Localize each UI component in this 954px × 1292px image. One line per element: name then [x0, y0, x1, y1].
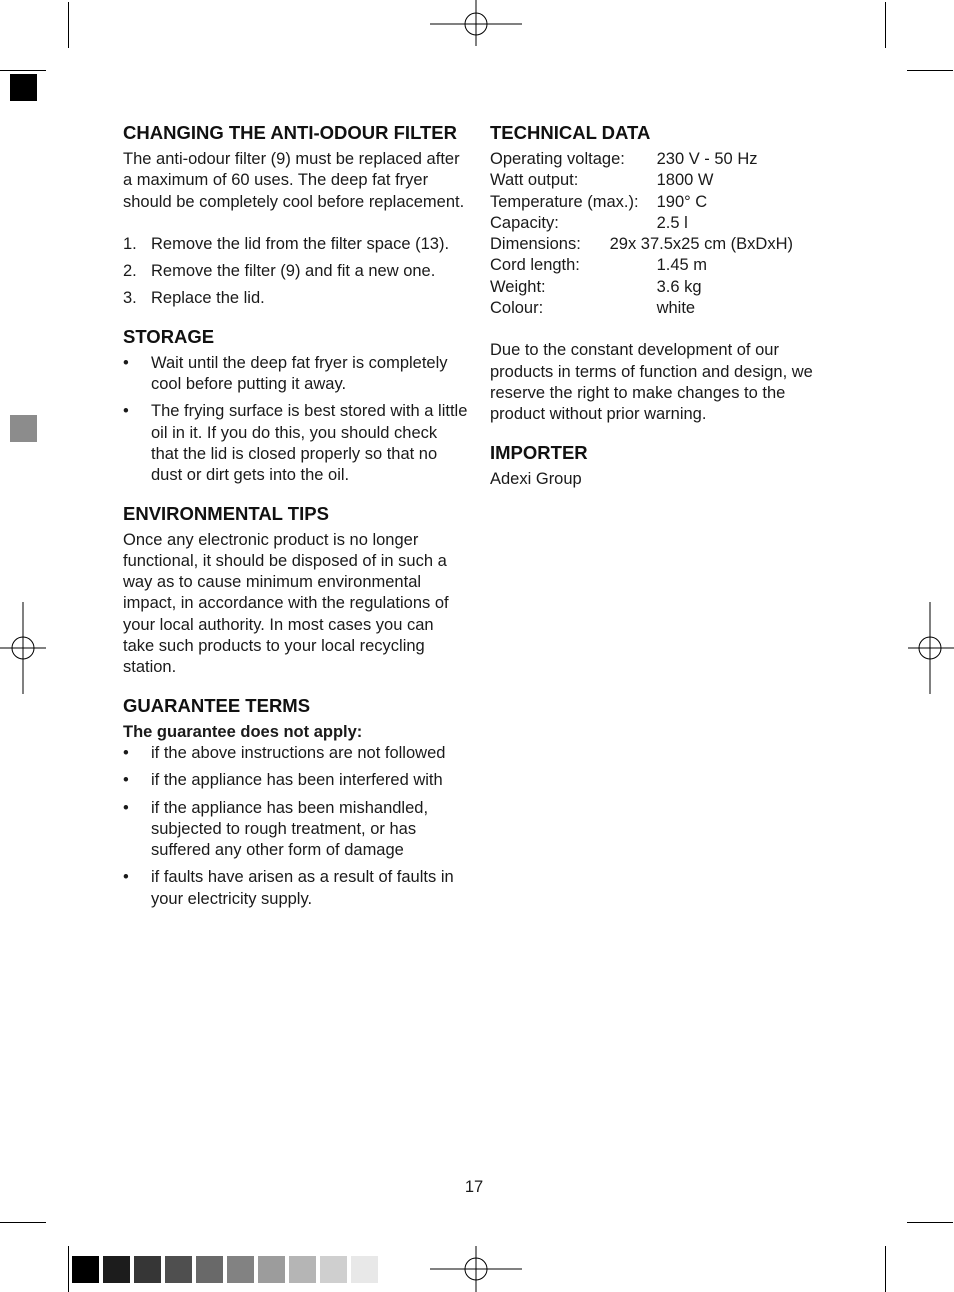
- right-column: [490, 121, 840, 505]
- guarantee-list: [123, 743, 468, 910]
- swatch: [165, 1256, 192, 1283]
- list-item: 1. Remove the lid from the filter space (13).: [123, 234, 450, 253]
- crop-mark-bottom-left-v: [68, 1246, 69, 1292]
- filter-intro: The anti-odour filter (9) must be replaced after a maximum of 60 uses. The deep fat fryer should be completely cool before replacement.: [123, 150, 465, 211]
- table-row: Cord length: 1.45 m: [490, 256, 708, 275]
- swatch: [320, 1256, 347, 1283]
- table-row: Temperature (max.): 190° C: [490, 192, 708, 211]
- swatch: [196, 1256, 223, 1283]
- importer-section: [490, 441, 840, 490]
- crop-mark-top-left-h: [0, 70, 46, 71]
- importer-name: Adexi Group: [490, 469, 582, 488]
- side-color-block-black: [10, 74, 37, 101]
- filter-steps-list: [123, 234, 468, 310]
- technical-section: [490, 121, 840, 426]
- filter-heading: CHANGING THE ANTI-ODOUR FILTER: [123, 122, 458, 143]
- list-item: • if the appliance has been mishandled, subjected to rough treatment, or has suffered any other form of damage: [123, 798, 429, 860]
- crop-mark-top-right-v: [885, 2, 886, 48]
- technical-heading: TECHNICAL DATA: [490, 122, 651, 143]
- crop-mark-bottom-right-v: [885, 1246, 886, 1292]
- table-row: Weight: 3.6 kg: [490, 277, 702, 296]
- table-row: Dimensions: 29x 37.5x25 cm (BxDxH): [490, 235, 793, 254]
- swatch: [258, 1256, 285, 1283]
- guarantee-subtitle: The guarantee does not apply:: [123, 722, 363, 741]
- swatch: [134, 1256, 161, 1283]
- guarantee-section: [123, 694, 468, 910]
- importer-heading: IMPORTER: [490, 441, 588, 463]
- grayscale-swatch-strip: [72, 1256, 382, 1283]
- storage-section: [123, 325, 468, 487]
- table-row: Colour: white: [490, 299, 696, 318]
- table-row: Operating voltage: 230 V - 50 Hz: [490, 150, 758, 168]
- swatch: [72, 1256, 99, 1283]
- environment-text: Once any electronic product is no longer functional, it should be disposed of in such a way as to cause minimum environmental impact, in accordance with the regulations of your local authority. In most cases you can take such products to your local recycling station.: [123, 530, 449, 677]
- side-color-block-gray: [10, 415, 37, 442]
- swatch: [351, 1256, 378, 1283]
- list-item: 2. Remove the filter (9) and fit a new one.: [123, 262, 436, 281]
- storage-heading: STORAGE: [123, 325, 215, 347]
- left-column: [123, 121, 468, 925]
- list-item: • if the above instructions are not followed: [123, 743, 446, 762]
- crop-mark-top-right-h: [907, 70, 953, 71]
- guarantee-heading: GUARANTEE TERMS: [123, 694, 311, 716]
- registration-mark-right-icon: [906, 600, 954, 696]
- storage-list: [123, 353, 468, 487]
- registration-mark-bottom-icon: [428, 1246, 524, 1292]
- environment-heading: ENVIRONMENTAL TIPS: [123, 502, 329, 524]
- table-row: Capacity: 2.5 l: [490, 213, 688, 232]
- registration-mark-left-icon: [0, 600, 48, 696]
- crop-mark-bottom-left-h: [0, 1222, 46, 1223]
- swatch: [227, 1256, 254, 1283]
- list-item: • if the appliance has been interfered with: [123, 771, 443, 790]
- technical-note: Due to the constant development of our products in terms of function and design, we reserve the right to make changes to the product without prior warning.: [490, 341, 813, 424]
- swatch: [103, 1256, 130, 1283]
- list-item: • The frying surface is best stored with a little oil in it. If you do this, you should check that the lid is closed properly so that no dust or dirt gets into the oil.: [123, 402, 468, 485]
- crop-mark-bottom-right-h: [907, 1222, 953, 1223]
- table-row: Watt output: 1800 W: [490, 171, 714, 190]
- list-item: • if faults have arisen as a result of faults in your electricity supply.: [123, 868, 454, 908]
- technical-data-table: [490, 149, 840, 319]
- page-number: 17: [464, 1178, 484, 1196]
- list-item: • Wait until the deep fat fryer is completely cool before putting it away.: [123, 353, 448, 394]
- swatch: [289, 1256, 316, 1283]
- list-item: 3. Replace the lid.: [123, 289, 265, 308]
- crop-mark-top-left-v: [68, 2, 69, 48]
- registration-mark-top-icon: [428, 0, 524, 48]
- environment-section: [123, 502, 468, 679]
- filter-section: [123, 121, 468, 310]
